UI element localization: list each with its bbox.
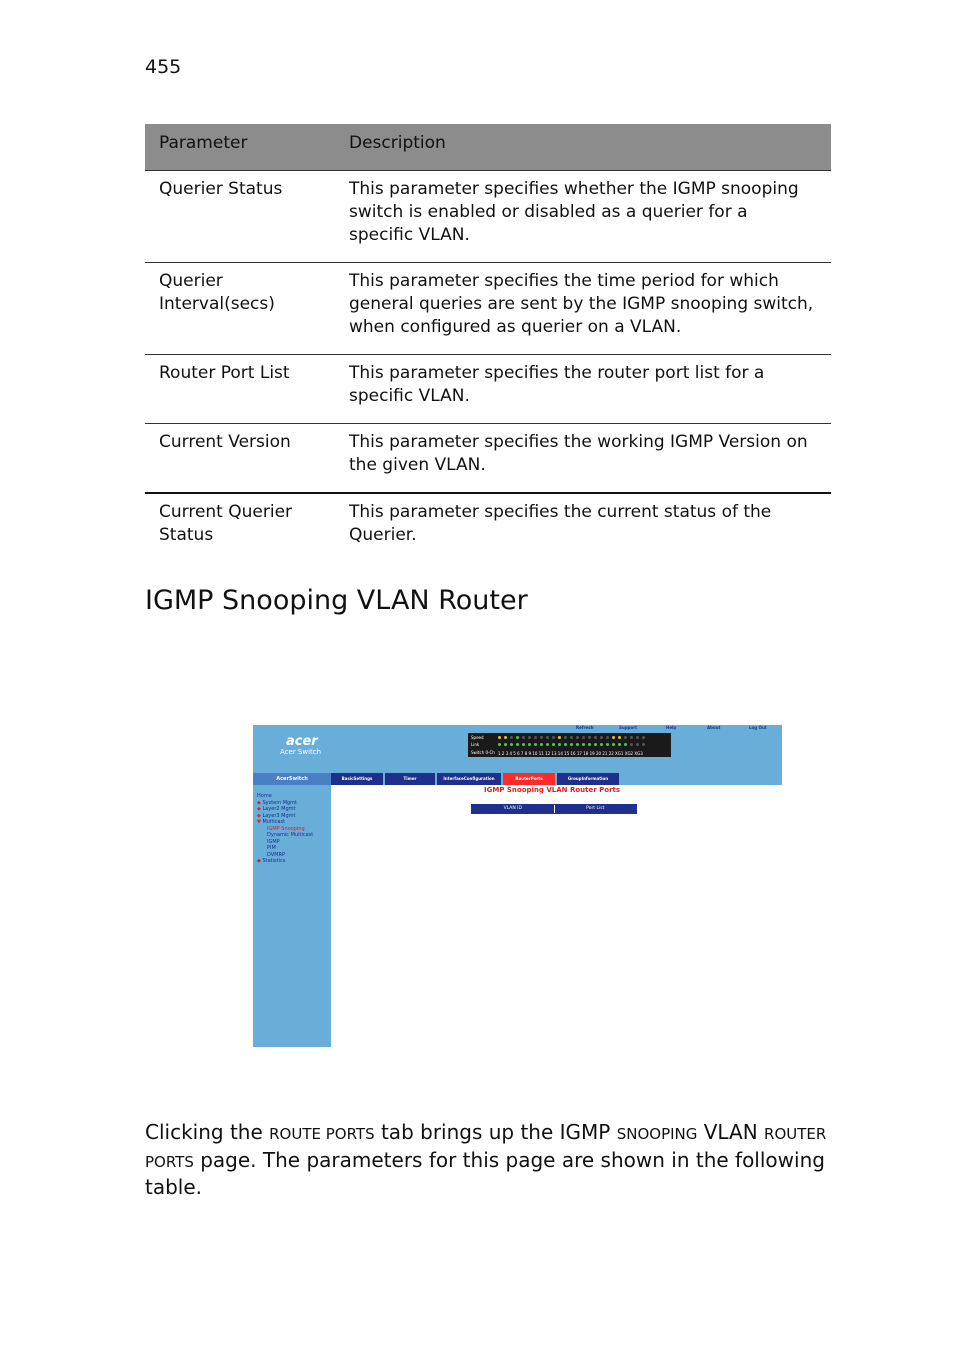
tree-item[interactable]: ◆ Layer2 Mgmt <box>257 806 296 812</box>
acer-logo: acer <box>286 734 318 749</box>
port-status-panel <box>468 733 671 757</box>
grid-header-port-list: Port List <box>586 806 605 811</box>
table-row <box>145 354 831 423</box>
desc-cell: This parameter specifies the router port list for a specific VLAN. <box>335 354 831 423</box>
router-ports-grid <box>471 804 637 814</box>
desc-cell: This parameter specifies whether the IGMP snooping switch is enabled or disabled as a querier for a specific VLAN. <box>335 170 831 262</box>
switch-label: Switch 0-Ch <box>471 750 495 755</box>
tree-item[interactable]: DVMRP <box>267 851 285 858</box>
tab-group-information[interactable]: GroupInformation <box>557 773 619 785</box>
top-links <box>573 725 778 733</box>
tree-item[interactable]: Dynamic Multicast <box>267 832 314 838</box>
table-header-row <box>145 124 831 170</box>
port-numbers: 1 2 3 4 5 6 7 8 9 10 11 12 13 14 15 16 17 18 19 20 21 22 XG1 XG2 XG3 <box>498 751 643 756</box>
param-cell: Querier Interval(secs) <box>145 262 335 354</box>
brand-label: Acer Switch <box>280 748 322 756</box>
param-cell: Router Port List <box>145 354 335 423</box>
tree-item[interactable]: ▼ Multicast <box>257 819 286 825</box>
nav-tree <box>257 793 313 865</box>
tab-router-ports[interactable]: RouterPorts <box>503 773 555 785</box>
param-cell: Current Version <box>145 423 335 493</box>
speed-label: Speed <box>471 735 484 740</box>
desc-cell: This parameter specifies the time period for which general queries are sent by the IGMP snooping switch, when configured as querier on a VLAN. <box>335 262 831 354</box>
desc-cell: This parameter specifies the working IGMP Version on the given VLAN. <box>335 423 831 493</box>
param-cell: Current Querier Status <box>159 501 293 545</box>
tab-interface-configuration[interactable]: InterfaceConfiguration <box>437 773 501 785</box>
acerswitch-tab[interactable]: AcerSwitch <box>253 773 331 785</box>
section-title: IGMP Snooping VLAN Router <box>145 585 528 616</box>
screenshot-page-title: IGMP Snooping VLAN Router Ports <box>484 786 621 794</box>
tree-item[interactable]: PIM <box>267 845 276 851</box>
link-label: Link <box>471 742 480 747</box>
screenshot-tabs <box>331 773 619 785</box>
table-row <box>145 170 831 262</box>
tree-item[interactable]: ◆ Layer3 Mgmt <box>257 812 296 819</box>
about-link[interactable]: About <box>707 725 721 730</box>
refresh-link[interactable]: Refresh <box>576 725 594 730</box>
tree-item[interactable]: ◆ System Mgmt <box>257 799 298 806</box>
grid-header-vlan-id: VLAN ID <box>472 805 555 813</box>
speed-leds <box>498 736 668 740</box>
tree-item-home[interactable]: Home <box>257 793 272 799</box>
help-link[interactable]: Help <box>666 725 677 730</box>
table-row <box>145 493 831 562</box>
param-cell: Querier Status <box>145 170 335 262</box>
tree-item[interactable]: ◆ Statistics <box>257 858 286 864</box>
page-number: 455 <box>145 56 182 78</box>
column-header-parameter: Parameter <box>145 124 335 170</box>
link-leds <box>498 743 668 747</box>
table-row <box>145 423 831 493</box>
tree-item-igmp-snooping[interactable]: IGMP Snooping <box>267 825 305 832</box>
logout-link[interactable]: Log Out <box>749 725 767 730</box>
table-row <box>145 262 831 354</box>
tree-item[interactable]: IGMP <box>267 838 280 845</box>
switch-ui-screenshot <box>253 725 782 1047</box>
tab-timer[interactable]: Timer <box>385 773 435 785</box>
caption-paragraph: Clicking the ROUTE PORTS tab brings up the IGMP SNOOPING VLAN ROUTER PORTS page. The parameters for this page are shown in the following table. <box>145 1120 827 1199</box>
parameter-table <box>145 124 831 562</box>
column-header-description: Description <box>335 124 831 170</box>
tab-basic-settings[interactable]: BasicSettings <box>331 773 383 785</box>
screenshot-sidebar <box>253 776 331 1047</box>
support-link[interactable]: Support <box>619 725 638 730</box>
desc-cell: This parameter specifies the current status of the Querier. <box>349 501 772 545</box>
